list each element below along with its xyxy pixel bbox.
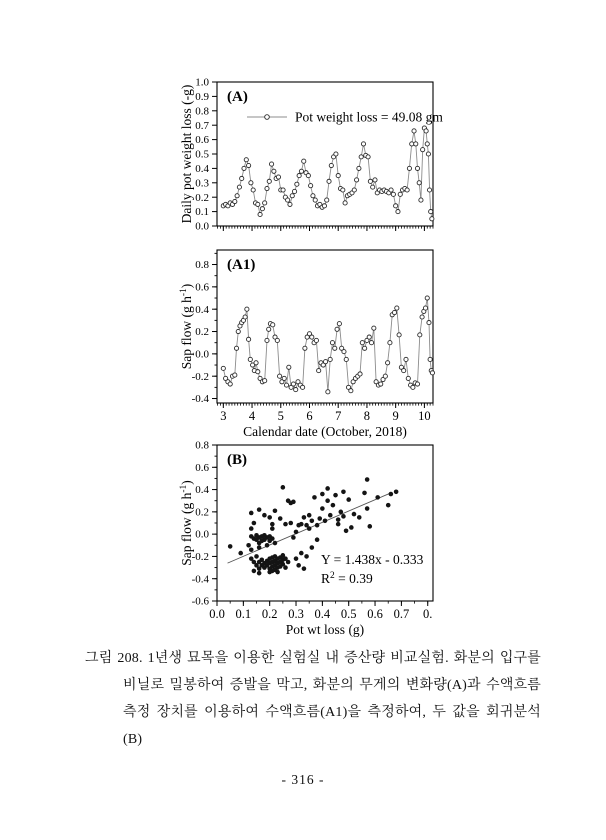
svg-text:0.7: 0.7 [195, 119, 209, 132]
svg-text:0.9: 0.9 [195, 91, 209, 103]
x-axis-A [218, 226, 433, 231]
svg-text:Y = 1.438x - 0.333: Y = 1.438x - 0.333 [321, 552, 424, 567]
svg-text:0.4: 0.4 [314, 607, 331, 621]
y-axis-title-B: Sap flow (g $h^{-1}$) [179, 480, 194, 566]
series-A [221, 126, 434, 221]
svg-text:6: 6 [306, 409, 313, 423]
svg-text:0.5: 0.5 [195, 148, 209, 161]
svg-text:0.6: 0.6 [195, 134, 209, 147]
svg-text:-0.4: -0.4 [191, 393, 209, 406]
caption-line-2: 비닐로 밀봉하여 증발을 막고, 화분의 무게의 변화량(A)과 수액흐름 [123, 678, 541, 693]
svg-text:4: 4 [248, 409, 256, 423]
y-axis-B [192, 440, 217, 608]
x-axis-A1 [218, 403, 433, 423]
svg-text:0.0: 0.0 [209, 607, 225, 621]
figure-caption [85, 645, 541, 753]
svg-text:0.1: 0.1 [235, 607, 252, 621]
svg-text:0.0: 0.0 [195, 348, 209, 361]
svg-text:0.2: 0.2 [195, 506, 209, 519]
panel-A1 [179, 250, 435, 439]
svg-text:Pot weight loss = 49.08 gm: Pot weight loss = 49.08 gm [295, 109, 443, 125]
svg-text:0.6: 0.6 [195, 461, 209, 474]
svg-text:0.2: 0.2 [195, 191, 209, 204]
svg-text:-0.6: -0.6 [191, 595, 209, 608]
svg-text:0.8: 0.8 [195, 439, 209, 452]
svg-text:3: 3 [220, 409, 227, 423]
svg-text:0.3: 0.3 [288, 607, 304, 621]
svg-text:0.2: 0.2 [195, 326, 209, 339]
x-axis-title-A1: Calendar date (October, 2018) [243, 424, 407, 439]
svg-text:8: 8 [363, 409, 371, 423]
svg-text:0.6: 0.6 [367, 607, 383, 621]
svg-text:0.0: 0.0 [195, 220, 209, 233]
svg-text:0.8: 0.8 [195, 105, 209, 118]
y-axis-title-A: Daily pot weight loss (-g) [179, 84, 194, 224]
y-axis-A [195, 77, 217, 233]
panel-label-B: (B) [227, 452, 247, 468]
svg-text:0.8: 0.8 [195, 259, 209, 272]
svg-text:0.1: 0.1 [195, 206, 209, 219]
svg-text:-0.2: -0.2 [191, 370, 209, 383]
panel-A [179, 77, 443, 233]
equation-annotation [321, 552, 424, 586]
svg-text:9: 9 [392, 409, 399, 423]
svg-text:-0.2: -0.2 [191, 551, 209, 564]
panel-B [179, 440, 433, 637]
svg-text:0.6: 0.6 [195, 281, 209, 294]
svg-text:0.7: 0.7 [393, 607, 410, 621]
svg-text:0.5: 0.5 [340, 607, 357, 621]
svg-text:-0.4: -0.4 [191, 573, 209, 586]
panel-label-A: (A) [227, 89, 248, 105]
caption-line-1: 그림 208. 1년생 묘목을 이용한 실험실 내 증산량 비교실험. 화분의 입구를 [85, 651, 541, 666]
caption-line-3: 측정 장치를 이용하여 수액흐름(A1)을 측정하여, 두 값을 회귀분석(B) [123, 705, 541, 747]
svg-text:0.0: 0.0 [195, 528, 209, 541]
series-A1 [221, 296, 434, 394]
x-axis-title-B: Pot wt loss (g) [285, 622, 365, 637]
svg-text:0.4: 0.4 [195, 163, 209, 175]
y-axis-A1 [192, 253, 217, 405]
svg-text:1.0: 1.0 [195, 76, 209, 89]
svg-text:0.4: 0.4 [195, 484, 209, 497]
svg-text:10: 10 [418, 409, 431, 423]
x-axis-B [209, 601, 432, 621]
svg-text:0.3: 0.3 [195, 177, 209, 190]
page-number: - 316 - [281, 772, 325, 787]
panel-label-A1: (A1) [227, 257, 256, 273]
y-axis-title-A1: Sap flow (g $h^{-1}$) [179, 283, 194, 370]
legend-A [247, 109, 443, 124]
svg-text:0.4: 0.4 [195, 303, 209, 316]
svg-text:0.2: 0.2 [261, 607, 278, 621]
svg-text:5: 5 [277, 409, 284, 423]
svg-text:0.: 0. [423, 607, 433, 621]
svg-text:R2 = 0.39: $R^2 = 0.39$ [321, 571, 373, 586]
svg-text:7: 7 [335, 409, 342, 423]
